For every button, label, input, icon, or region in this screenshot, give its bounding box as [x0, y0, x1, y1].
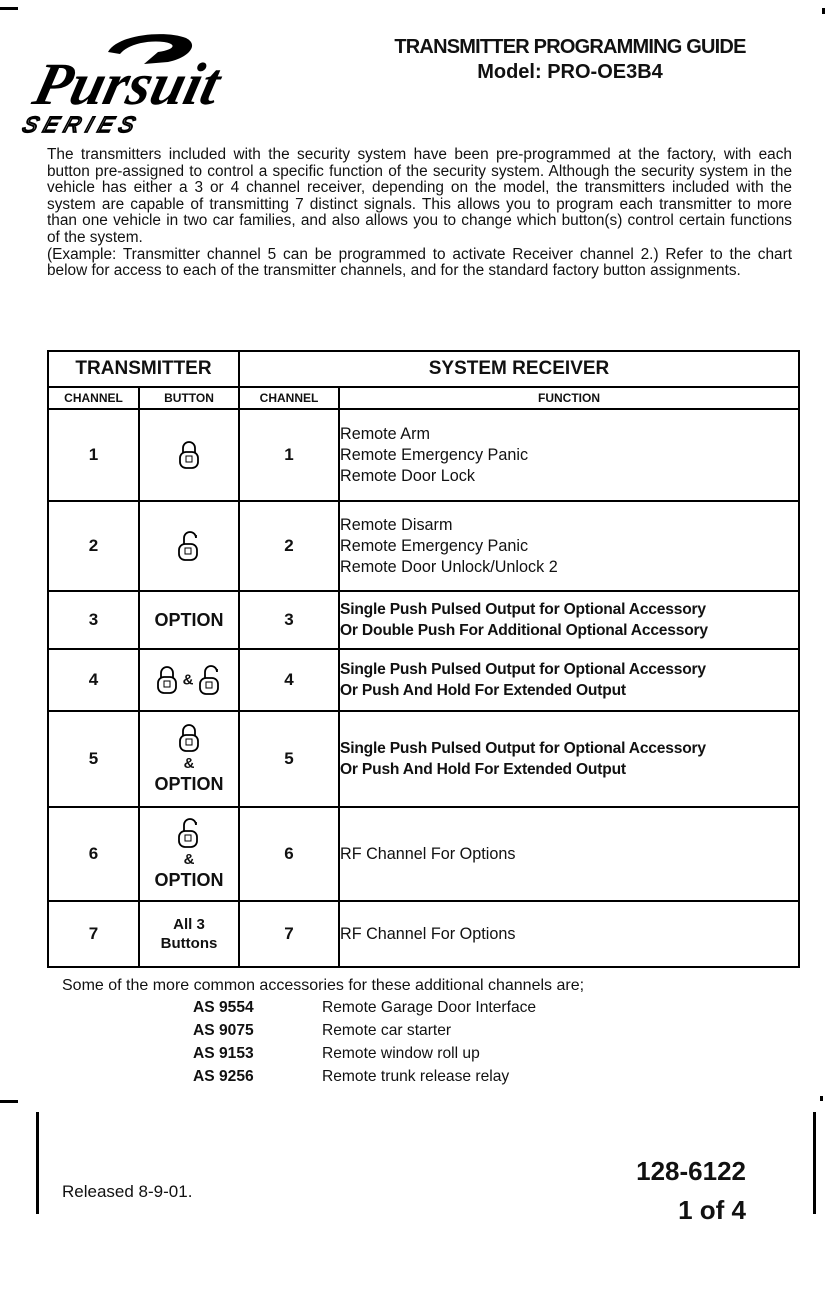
rx-channel-cell: 3: [239, 591, 339, 649]
release-date: Released 8-9-01.: [62, 1182, 193, 1201]
function-cell: [339, 807, 799, 901]
function-cell: [339, 591, 799, 649]
intro-text: [47, 147, 792, 280]
function-line: Remote Arm: [340, 424, 430, 443]
button-option-label: OPTION: [154, 774, 224, 794]
col-rx-channel: CHANNEL: [239, 387, 339, 409]
button-joiner: &: [183, 851, 195, 868]
function-line: RF Channel For Options: [340, 924, 516, 943]
function-cell: [339, 501, 799, 591]
table-row: [48, 901, 799, 967]
tx-channel-cell: 1: [48, 409, 139, 501]
crop-mark-mid-right: [820, 1096, 823, 1101]
button-line: All 3: [173, 916, 205, 933]
rx-channel-cell: 6: [239, 807, 339, 901]
document-number: 128-6122: [636, 1156, 746, 1186]
button-cell: [139, 901, 239, 967]
function-cell: [339, 901, 799, 967]
tx-channel-cell: 5: [48, 711, 139, 807]
lock-open-icon: [198, 664, 222, 696]
rx-channel-cell: 4: [239, 649, 339, 711]
lock-open-icon: [177, 817, 201, 849]
accessory-code: AS 9554: [193, 999, 254, 1016]
accessory-description: Remote car starter: [322, 1022, 452, 1039]
lock-closed-icon: [178, 723, 200, 753]
crop-mark-top-left: [0, 7, 18, 10]
lock-closed-icon: [156, 665, 178, 695]
intro-paragraph: The transmitters included with the security system have been pre-programmed at the factory, with each button pre-assigned to control a specific function of the security system. Although the security system in the vehicle has either a 3 or 4 channel receiver, depending on the model, the transmitters included with the system are capable of transmitting 7 distinct signals. This allows you to program each transmitter to more than one vehicle in two car families, and also allows you to change which button(s) control certain functions of the system.: [47, 146, 792, 246]
table-row: [48, 649, 799, 711]
table-row: [48, 501, 799, 591]
transmitter-header: TRANSMITTER: [48, 351, 239, 387]
accessories-intro: Some of the more common accessories for these additional channels are;: [62, 977, 585, 994]
function-cell: [339, 649, 799, 711]
page-number: 1 of 4: [678, 1195, 746, 1225]
tx-channel-cell: 7: [48, 901, 139, 967]
button-cell: [139, 807, 239, 901]
function-line: Remote Emergency Panic: [340, 445, 529, 464]
button-cell: [139, 711, 239, 807]
pursuit-series-logo: [19, 18, 348, 138]
tx-channel-cell: 2: [48, 501, 139, 591]
crop-mark-bottom-right: [813, 1112, 816, 1214]
accessory-code: AS 9153: [193, 1045, 254, 1062]
programming-table: [47, 350, 800, 968]
tx-channel-cell: 4: [48, 649, 139, 711]
function-line: Remote Emergency Panic: [340, 536, 529, 555]
function-line: Remote Door Lock: [340, 466, 475, 485]
lock-closed-icon: [178, 440, 200, 470]
page-title: TRANSMITTER PROGRAMMING GUIDE: [394, 36, 746, 58]
accessory-code: AS 9256: [193, 1068, 254, 1085]
logo-series-text: SERIES: [19, 112, 144, 137]
button-cell: [139, 649, 239, 711]
accessory-code: AS 9075: [193, 1022, 254, 1039]
crop-mark-mid-left: [0, 1100, 18, 1103]
function-cell: [339, 711, 799, 807]
rx-channel-cell: 2: [239, 501, 339, 591]
function-line: Single Push Pulsed Output for Optional Accessory: [340, 740, 706, 757]
button-joiner: &: [183, 755, 195, 772]
function-line: Remote Disarm: [340, 515, 453, 534]
function-line: Or Push And Hold For Extended Output: [340, 761, 626, 778]
crop-mark-top-right: [822, 8, 825, 14]
accessory-description: Remote window roll up: [322, 1045, 480, 1062]
table-row: [48, 591, 799, 649]
function-line: RF Channel For Options: [340, 844, 516, 863]
function-line: Single Push Pulsed Output for Optional Accessory: [340, 661, 706, 678]
button-cell: [139, 501, 239, 591]
tx-channel-cell: 6: [48, 807, 139, 901]
function-line: Or Push And Hold For Extended Output: [340, 682, 626, 699]
col-button: BUTTON: [139, 387, 239, 409]
button-cell: [139, 409, 239, 501]
tx-channel-cell: 3: [48, 591, 139, 649]
function-line: Single Push Pulsed Output for Optional Accessory: [340, 601, 706, 618]
function-line: Or Double Push For Additional Optional Accessory: [340, 622, 708, 639]
logo-brand-text: Pursuit: [27, 51, 227, 118]
button-line: Buttons: [160, 935, 218, 952]
model-label: Model: PRO-OE3B4: [477, 61, 663, 83]
crop-mark-bottom-left: [36, 1112, 39, 1214]
table-row: [48, 409, 799, 501]
accessory-description: Remote Garage Door Interface: [322, 999, 537, 1016]
button-option-label: OPTION: [154, 870, 224, 890]
accessory-description: Remote trunk release relay: [322, 1068, 510, 1085]
intro-paragraph: (Example: Transmitter channel 5 can be programmed to activate Receiver channel 2.) Refer to the chart below for access to each of the transmitter channels, and for the standard factory button assignments.: [47, 245, 792, 280]
function-cell: [339, 409, 799, 501]
rx-channel-cell: 7: [239, 901, 339, 967]
lock-open-icon: [177, 530, 201, 562]
col-tx-channel: CHANNEL: [48, 387, 139, 409]
table-row: [48, 807, 799, 901]
col-function: FUNCTION: [339, 387, 799, 409]
table-row: [48, 711, 799, 807]
rx-channel-cell: 5: [239, 711, 339, 807]
button-joiner: &: [182, 671, 194, 689]
rx-channel-cell: 1: [239, 409, 339, 501]
function-line: Remote Door Unlock/Unlock 2: [340, 557, 558, 576]
system-receiver-header: SYSTEM RECEIVER: [239, 351, 799, 387]
button-cell: OPTION: [139, 591, 239, 649]
